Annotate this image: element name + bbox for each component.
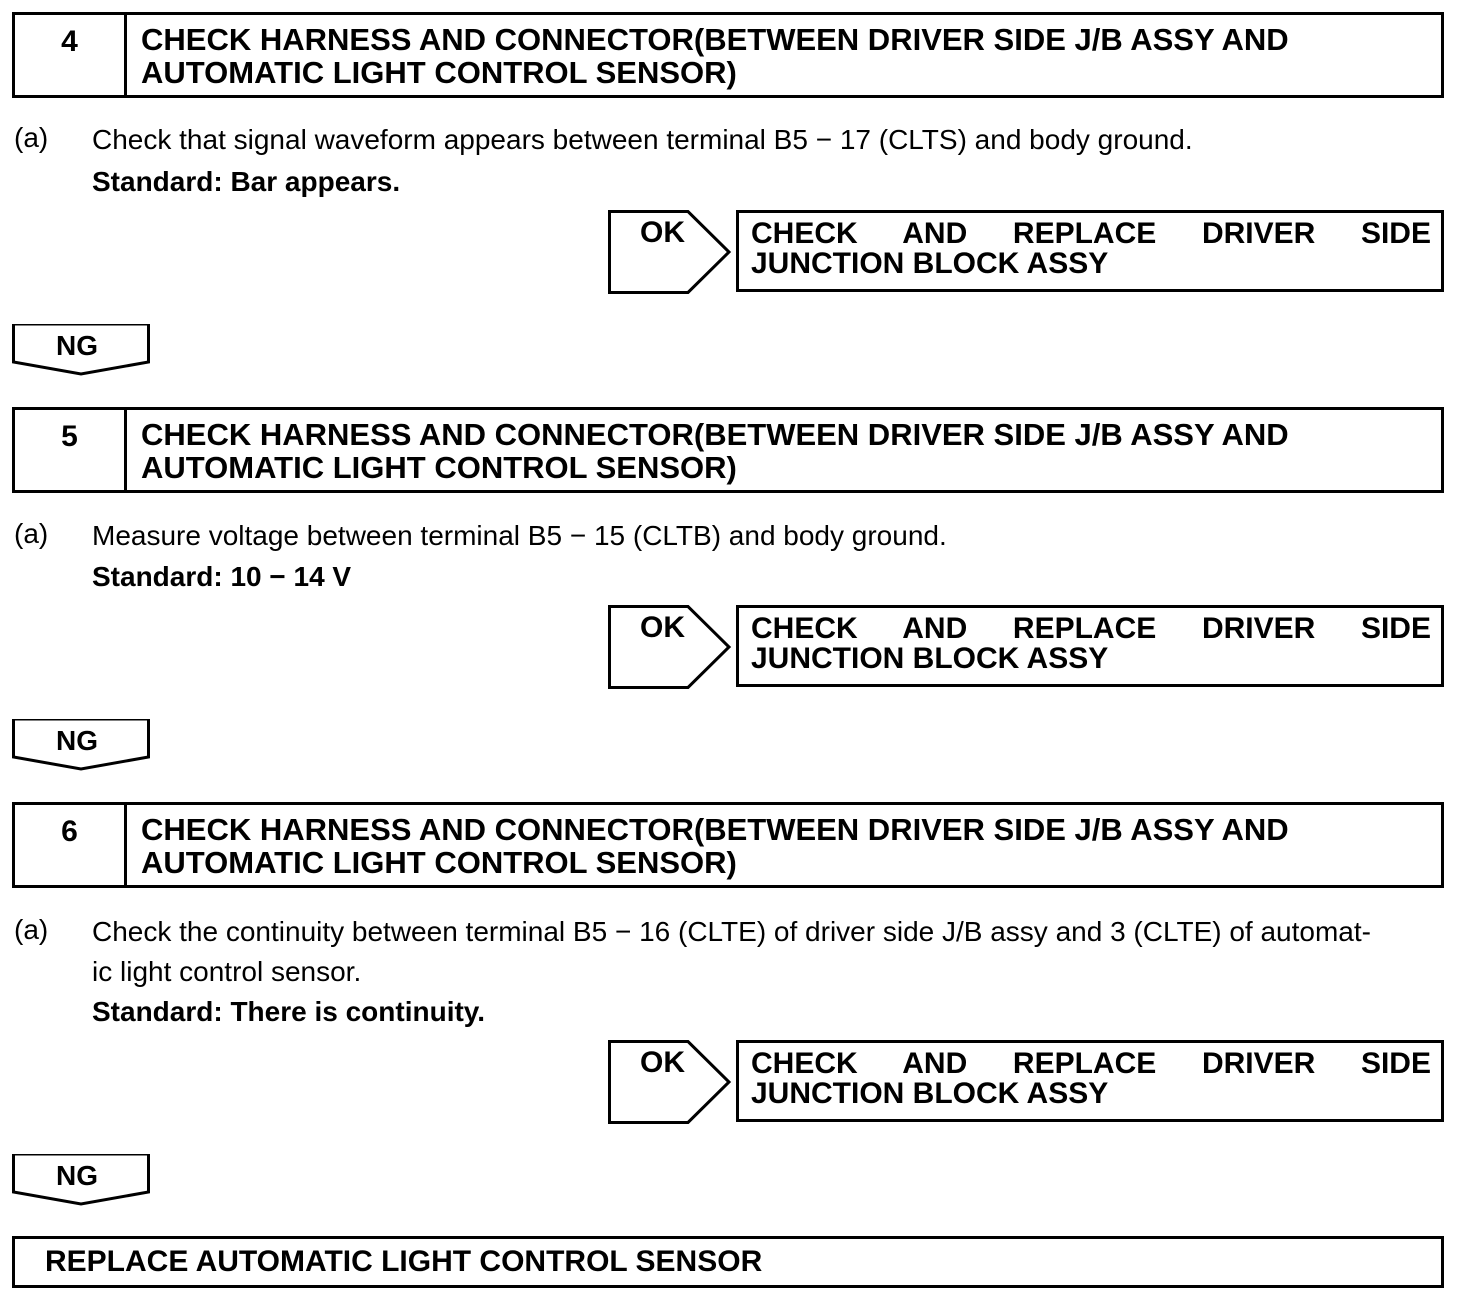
instruction-text: Measure voltage between terminal B5 − 15 (CLTB) and body ground. bbox=[92, 520, 947, 551]
standard-text: Standard: 10 − 14 V bbox=[92, 561, 352, 592]
ng-tab bbox=[12, 719, 150, 771]
ok-result-box bbox=[736, 605, 1444, 687]
instruction-text: Check the continuity between terminal B5 − 16 (CLTE) of driver side J/B assy and 3 (CLTE) of automat- ic light control sensor. bbox=[92, 916, 1371, 987]
step-title: CHECK HARNESS AND CONNECTOR(BETWEEN DRIVER SIDE J/B ASSY AND AUTOMATIC LIGHT CONTROL SENSOR) bbox=[141, 22, 1289, 90]
step-number: 6 bbox=[15, 805, 127, 885]
instruction-text: Check that signal waveform appears between terminal B5 − 17 (CLTS) and body ground. bbox=[92, 124, 1193, 155]
item-label: (a) bbox=[14, 518, 49, 549]
ok-result-line1: CHECK AND REPLACE DRIVER SIDE bbox=[751, 217, 1431, 250]
ok-result-line2: JUNCTION BLOCK ASSY bbox=[751, 247, 1109, 280]
standard-text: Standard: Bar appears. bbox=[92, 166, 401, 197]
ok-result-line2: JUNCTION BLOCK ASSY bbox=[751, 1077, 1109, 1110]
ok-result-box bbox=[736, 1040, 1444, 1122]
final-action-box: REPLACE AUTOMATIC LIGHT CONTROL SENSOR bbox=[12, 1236, 1444, 1288]
step-5-header bbox=[12, 407, 1444, 493]
item-label: (a) bbox=[14, 122, 49, 153]
ok-label: OK bbox=[640, 216, 685, 249]
ok-arrow bbox=[608, 1040, 732, 1124]
step-title: CHECK HARNESS AND CONNECTOR(BETWEEN DRIVER SIDE J/B ASSY AND AUTOMATIC LIGHT CONTROL SENSOR) bbox=[141, 417, 1289, 485]
step-6-header bbox=[12, 802, 1444, 888]
ok-result-line1: CHECK AND REPLACE DRIVER SIDE bbox=[751, 612, 1431, 645]
ok-arrow bbox=[608, 605, 732, 689]
ok-result-box bbox=[736, 210, 1444, 292]
ng-tab bbox=[12, 324, 150, 376]
ng-label: NG bbox=[56, 1160, 98, 1191]
step-4-header bbox=[12, 12, 1444, 98]
ok-label: OK bbox=[640, 1046, 685, 1079]
ok-result-line2: JUNCTION BLOCK ASSY bbox=[751, 642, 1109, 675]
item-label: (a) bbox=[14, 914, 49, 945]
step-title: CHECK HARNESS AND CONNECTOR(BETWEEN DRIVER SIDE J/B ASSY AND AUTOMATIC LIGHT CONTROL SENSOR) bbox=[141, 812, 1289, 880]
step-number: 4 bbox=[15, 15, 127, 95]
ng-label: NG bbox=[56, 330, 98, 361]
step-number: 5 bbox=[15, 410, 127, 490]
ok-arrow bbox=[608, 210, 732, 294]
ok-result-line1: CHECK AND REPLACE DRIVER SIDE bbox=[751, 1047, 1431, 1080]
ok-label: OK bbox=[640, 611, 685, 644]
standard-text: Standard: There is continuity. bbox=[92, 996, 486, 1027]
ng-label: NG bbox=[56, 725, 98, 756]
ng-tab bbox=[12, 1154, 150, 1206]
